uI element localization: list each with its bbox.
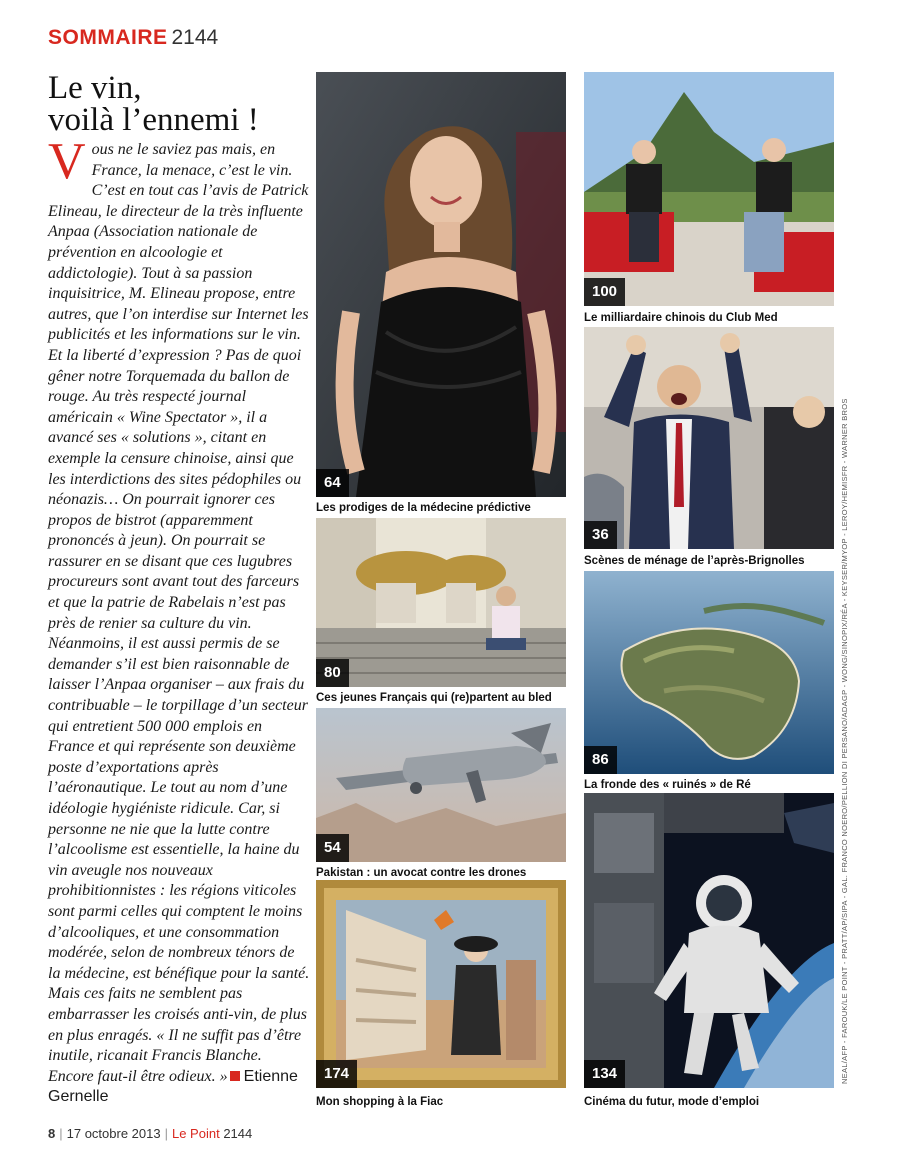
headline-line-1: Le vin,	[48, 70, 142, 106]
photo-cinema-futur[interactable]	[584, 793, 834, 1088]
footer-separator: |	[59, 1126, 63, 1141]
drop-cap: V	[48, 133, 86, 190]
editorial-text: ous ne le saviez pas mais, en France, la menace, c’est le vin. C’est en tout cas l’avis de Patrick Elineau, le directeur de la très influente Anpaa (Association nationale de prévention en alcoologie et addictologie). Tout à sa passion inquisitrice, M. Elineau propose, entre autres, que l’on interdise sur Internet les publicités et les informations sur le vin. Et la liberté d’expression ? Pas de quoi gêner notre Torquemada du ballon de rouge. Au très respecté journal américain « Wine Spectator », il a avancé ses « solutions », citant en exemple la censure chinoise, ainsi que les interdictions des sites pédophiles ou néonazis… On pourrait ignorer ces propos de bistrot (apparemment prononcés à jeun). On pourrait se rassurer en se disant que ces lugubres procureurs sont avant tout des farceurs et que la patrie de Rabelais n’est pas près de renier sa culture du vin. Néanmoins, il est aussi permis de se demander s’il est bien raisonnable de laisser l’Anpaa organiser – aux frais du contribuable – le torpillage d’un secteur qui entretient 500 000 emplois en France et qui représente son deuxième poste d’exportations après l’aéronautique. Le tout au nom d’une idéologie hygiéniste ridicule. Car, si personne ne nie que la lutte contre l’alcoolisme est essentielle, la haine du vin aveugle nos nouveaux prohibitionnistes : les régions viticoles sont parmi celles qui comptent le moins d’alcooliques, et une consommation modérée, selon de nombreux ténors de la médecine, est bénéfique pour la santé. Mais ces faits ne semblent pas embarrasser les croisés anti-vin, de plus en plus enragés. « Il ne suffit pas d’être inutile, ricanait Francis Blanche. Encore faut-il être odieux. »	[48, 141, 310, 1085]
caption-ile-de-re[interactable]: La fronde des « ruinés » de Ré	[584, 779, 751, 791]
page-number-badge: 64	[316, 469, 349, 497]
photo-ile-de-re[interactable]	[584, 571, 834, 774]
footer-separator: |	[164, 1126, 168, 1141]
drone-image	[316, 708, 566, 862]
page-number-badge: 54	[316, 834, 349, 862]
caption-brignolles[interactable]: Scènes de ménage de l’après-Brignolles	[584, 555, 805, 567]
astronaut-image	[584, 793, 834, 1088]
photo-brignolles[interactable]	[584, 327, 834, 549]
page-number-badge: 36	[584, 521, 617, 549]
editorial-body	[48, 133, 310, 1108]
caption-jeunes-francais[interactable]: Ces jeunes Français qui (re)partent au bled	[316, 692, 552, 704]
photo-fiac[interactable]	[316, 880, 566, 1088]
caption-medecine-predictive[interactable]: Les prodiges de la médecine prédictive	[316, 502, 531, 514]
issue-number: 2144	[171, 26, 219, 49]
section-header	[48, 26, 218, 50]
author-signature: Etienne Gernelle	[48, 1067, 298, 1106]
footer-issue: 2144	[223, 1126, 253, 1141]
section-title: SOMMAIRE	[48, 26, 168, 49]
footer-brand: Le Point	[171, 1126, 220, 1141]
page-number-badge: 100	[584, 278, 625, 306]
headline-line-2: voilà l’ennemi !	[48, 102, 259, 138]
photo-medecine-predictive[interactable]	[316, 72, 566, 497]
caption-fiac[interactable]: Mon shopping à la Fiac	[316, 1096, 444, 1108]
page-number-badge: 174	[316, 1060, 357, 1088]
photo-jeunes-francais[interactable]	[316, 518, 566, 687]
footer-page-number: 8	[48, 1126, 56, 1141]
caption-cinema-futur[interactable]: Cinéma du futur, mode d’emploi	[584, 1096, 760, 1108]
footer-date: 17 octobre 2013	[66, 1126, 161, 1141]
photo-club-med[interactable]	[584, 72, 834, 306]
framed-painting-image	[316, 880, 566, 1088]
photo-credits: NEAL/AFP - FAROUK/LE POINT - PRATT/AP/SIPA - GAL. FRANCO NOERO/PELLION DI PERSANO/ADAGP - WONG/SINOPIX/RÉA - KEYSER/MYOP - LEROY/HEMISFR - WARNER BROS	[840, 398, 849, 1084]
caption-drones[interactable]: Pakistan : un avocat contre les drones	[316, 867, 527, 879]
donkeys-stairs-image	[316, 518, 566, 687]
page-number-badge: 86	[584, 746, 617, 774]
club-med-image	[584, 72, 834, 306]
page-footer	[48, 1126, 252, 1141]
celebrating-man-image	[584, 327, 834, 549]
end-mark-icon	[230, 1071, 240, 1081]
editorial-headline	[48, 72, 308, 136]
photo-drones[interactable]	[316, 708, 566, 862]
page-number-badge: 80	[316, 659, 349, 687]
woman-black-dress-image	[316, 72, 566, 497]
island-aerial-image	[584, 571, 834, 774]
page-number-badge: 134	[584, 1060, 625, 1088]
caption-club-med[interactable]: Le milliardaire chinois du Club Med	[584, 312, 778, 324]
